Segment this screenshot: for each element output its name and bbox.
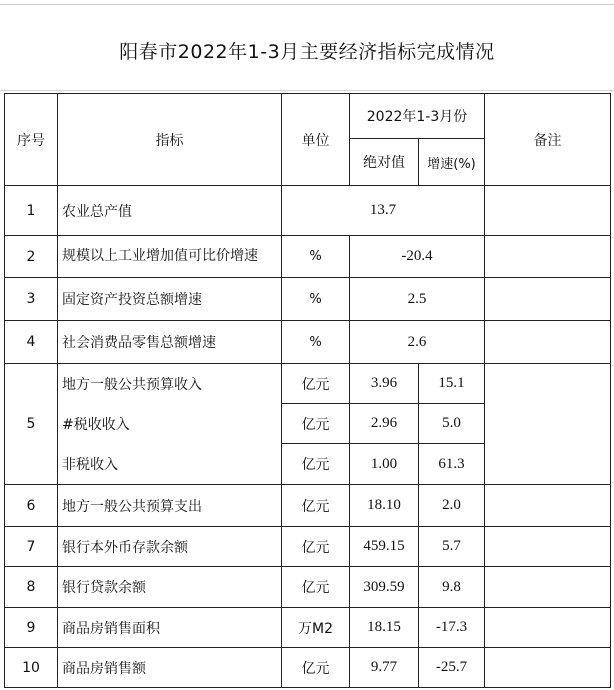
row-remarks <box>485 186 611 236</box>
row-unit: 亿元 <box>282 485 350 527</box>
table-row <box>5 278 611 321</box>
row-value: 2.6 <box>407 333 427 350</box>
row-absolute: 18.10 <box>350 485 419 527</box>
row-remarks <box>485 527 611 567</box>
row-remarks <box>485 278 611 321</box>
row-growth: 5.7 <box>419 527 485 567</box>
table-row <box>5 364 611 404</box>
header-seq: 序号 <box>5 94 58 186</box>
row-absolute: 1.00 <box>350 444 419 485</box>
row-unit: % <box>282 321 350 364</box>
header-absolute: 绝对值 <box>350 139 419 186</box>
row-absolute: 18.15 <box>350 608 419 648</box>
table-row <box>5 186 611 236</box>
row-indicator: 银行贷款余额 <box>58 567 282 608</box>
row-indicator: 非税收入 <box>58 444 282 485</box>
row-unit: 亿元 <box>282 364 350 404</box>
title-divider <box>0 90 614 91</box>
row-seq: 5 <box>5 364 58 485</box>
row-growth: 61.3 <box>419 444 485 485</box>
row-indicator: 地方一般公共预算支出 <box>58 485 282 527</box>
top-row-strip <box>0 0 614 5</box>
table-header-row <box>5 94 611 139</box>
row-remarks <box>485 648 611 688</box>
row-merged-value <box>282 186 485 236</box>
table-row <box>5 608 611 648</box>
row-absolute: 2.96 <box>350 404 419 444</box>
row-growth: 5.0 <box>419 404 485 444</box>
header-indicator: 指标 <box>58 94 282 186</box>
row-unit: 亿元 <box>282 404 350 444</box>
header-remarks: 备注 <box>485 94 611 186</box>
table-row <box>5 648 611 688</box>
row-growth: -17.3 <box>419 608 485 648</box>
row-indicator: 社会消费品零售总额增速 <box>58 321 282 364</box>
row-indicator: 地方一般公共预算收入 <box>58 364 282 404</box>
page-title: 阳春市2022年1-3月主要经济指标完成情况 <box>119 40 495 63</box>
row-seq: 6 <box>5 485 58 527</box>
row-seq: 8 <box>5 567 58 608</box>
row-unit: 亿元 <box>282 648 350 688</box>
header-period: 2022年1-3月份 <box>350 94 485 139</box>
row-seq: 7 <box>5 527 58 567</box>
row-absolute: 3.96 <box>350 364 419 404</box>
row-merged-value <box>350 278 485 321</box>
row-merged-value <box>350 321 485 364</box>
row-indicator: 固定资产投资总额增速 <box>58 278 282 321</box>
header-unit: 单位 <box>282 94 350 186</box>
row-remarks <box>485 364 611 485</box>
row-unit: 万M2 <box>282 608 350 648</box>
row-growth: 2.0 <box>419 485 485 527</box>
row-growth: 15.1 <box>419 364 485 404</box>
row-unit: 亿元 <box>282 527 350 567</box>
table-row <box>5 567 611 608</box>
row-seq: 2 <box>5 236 58 278</box>
row-indicator: #税收收入 <box>58 404 282 444</box>
row-unit: % <box>282 236 350 278</box>
row-seq: 4 <box>5 321 58 364</box>
table-row <box>5 527 611 567</box>
row-absolute: 309.59 <box>350 567 419 608</box>
row-remarks <box>485 236 611 278</box>
row-value: 13.7 <box>369 202 397 218</box>
row-remarks <box>485 608 611 648</box>
row-seq: 1 <box>5 186 58 236</box>
row-unit: 亿元 <box>282 444 350 485</box>
row-growth: -25.7 <box>419 648 485 688</box>
table-row <box>5 236 611 278</box>
row-indicator: 农业总产值 <box>58 186 282 236</box>
row-unit: % <box>282 278 350 321</box>
row-value: 2.5 <box>407 290 427 307</box>
indicator-table <box>4 93 611 688</box>
row-seq: 3 <box>5 278 58 321</box>
row-growth: 9.8 <box>419 567 485 608</box>
row-absolute: 459.15 <box>350 527 419 567</box>
row-unit: 亿元 <box>282 567 350 608</box>
row-remarks <box>485 485 611 527</box>
row-indicator: 规模以上工业增加值可比价增速 <box>58 236 282 278</box>
row-seq: 9 <box>5 608 58 648</box>
row-seq: 10 <box>5 648 58 688</box>
row-remarks <box>485 567 611 608</box>
table-row <box>5 321 611 364</box>
header-growth: 增速(%) <box>419 139 485 186</box>
row-value: -20.4 <box>401 248 433 264</box>
table-row <box>5 485 611 527</box>
row-indicator: 银行本外币存款余额 <box>58 527 282 567</box>
row-remarks <box>485 321 611 364</box>
row-merged-value <box>350 236 485 278</box>
row-absolute: 9.77 <box>350 648 419 688</box>
row-indicator: 商品房销售面积 <box>58 608 282 648</box>
row-indicator: 商品房销售额 <box>58 648 282 688</box>
